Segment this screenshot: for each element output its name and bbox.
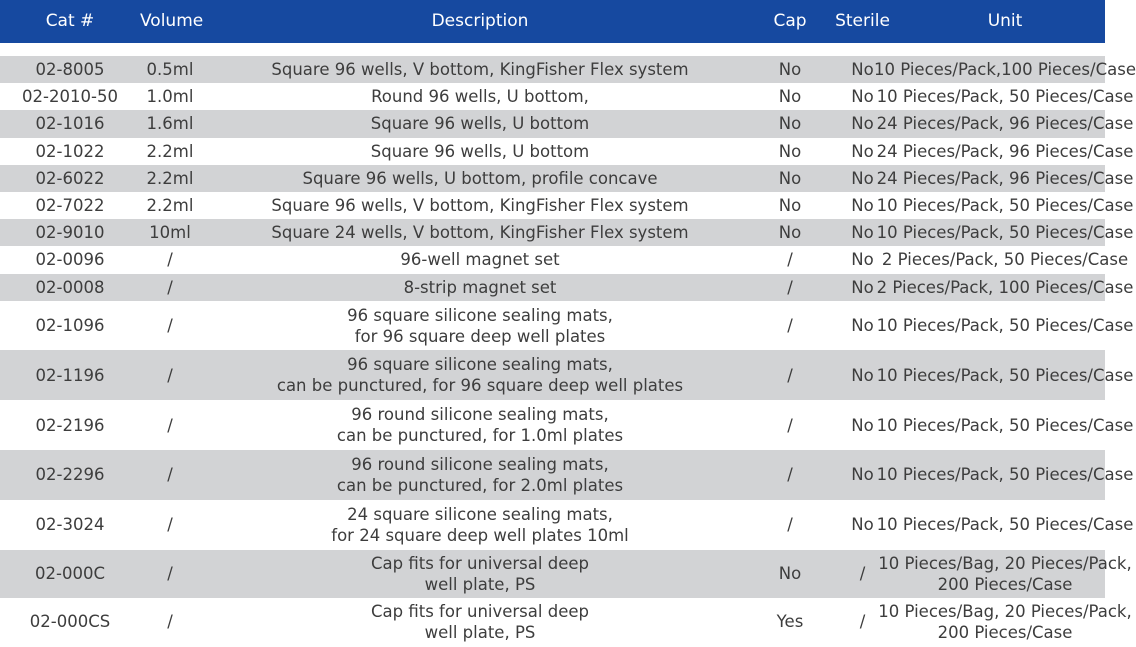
cat-cell: 02-7022 [35, 196, 105, 216]
unit-cell [876, 315, 1134, 336]
description-line: 96 round silicone sealing mats, [351, 454, 609, 474]
cat-cell: 02-000CS [29, 612, 111, 632]
volume-cell: 1.6ml [146, 114, 194, 134]
cat-cell: 02-2196 [35, 415, 105, 435]
cap-cell: No [778, 564, 802, 584]
cap-cell: Yes [776, 612, 804, 632]
unit-cell [876, 86, 1134, 107]
cat-cell: 02-000C [35, 564, 105, 584]
description-cell [200, 404, 760, 446]
description-line: 96-well magnet set [400, 250, 560, 270]
description-line: can be punctured, for 2.0ml plates [336, 475, 624, 495]
table-row [0, 450, 1134, 500]
unit-line: 10 Pieces/Pack, 50 Pieces/Case [876, 196, 1134, 216]
unit-line: 2 Pieces/Pack, 100 Pieces/Case [876, 277, 1134, 297]
unit-line: 24 Pieces/Pack, 96 Pieces/Case [876, 168, 1134, 188]
unit-cell [876, 415, 1134, 436]
unit-cell [876, 222, 1134, 243]
table-row [0, 83, 1134, 110]
unit-cell [881, 249, 1129, 270]
unit-line: 10 Pieces/Pack, 50 Pieces/Case [876, 465, 1134, 485]
description-cell [200, 168, 760, 189]
description-line: 96 square silicone sealing mats, [347, 355, 613, 375]
volume-cell: / [167, 365, 173, 385]
table-row [0, 246, 1129, 273]
description-line: for 96 square deep well plates [354, 326, 606, 346]
description-cell [200, 553, 760, 595]
cat-cell: 02-8005 [35, 60, 105, 80]
cap-cell: / [787, 250, 793, 270]
description-line: Square 96 wells, U bottom [370, 114, 590, 134]
table-header [0, 0, 1105, 43]
cap-cell: / [787, 515, 793, 535]
cap-cell: No [778, 141, 802, 161]
sterile-cell: No [851, 60, 874, 80]
header-cat: Cat # [45, 11, 95, 31]
description-line: Round 96 wells, U bottom, [371, 87, 589, 107]
sterile-cell: No [851, 277, 874, 297]
sterile-cell: No [851, 465, 874, 485]
sterile-cell: No [851, 415, 874, 435]
description-cell [200, 504, 760, 546]
unit-line: 10 Pieces/Pack, 50 Pieces/Case [876, 316, 1134, 336]
unit-cell [874, 59, 1136, 80]
volume-cell: 0.5ml [146, 60, 194, 80]
unit-cell [876, 141, 1134, 162]
table-row [0, 110, 1134, 137]
unit-cell [876, 168, 1134, 189]
cap-cell: No [778, 223, 802, 243]
description-cell [200, 249, 760, 270]
sterile-cell: No [851, 515, 874, 535]
volume-cell: 10ml [149, 223, 191, 243]
table-row [0, 550, 1132, 598]
description-line: can be punctured, for 1.0ml plates [336, 426, 624, 446]
description-cell [200, 305, 760, 347]
description-line: well plate, PS [424, 622, 536, 642]
volume-cell: 2.2ml [146, 168, 194, 188]
description-cell [200, 195, 760, 216]
sterile-cell: No [851, 196, 874, 216]
description-cell [200, 86, 760, 107]
sterile-cell: No [851, 114, 874, 134]
table-row [0, 350, 1134, 400]
header-volume: Volume [140, 11, 204, 31]
volume-cell: / [167, 277, 173, 297]
description-line: Cap fits for universal deep [371, 601, 589, 621]
table-body [0, 56, 1136, 646]
cap-cell: / [787, 465, 793, 485]
description-line: 8-strip magnet set [403, 277, 557, 297]
cap-cell: / [787, 365, 793, 385]
table-row [0, 192, 1134, 219]
cap-cell: No [778, 114, 802, 134]
description-line: 96 round silicone sealing mats, [351, 405, 609, 425]
cat-cell: 02-2010-50 [22, 87, 118, 107]
cat-cell: 02-1196 [35, 365, 105, 385]
table-row [0, 400, 1134, 450]
volume-cell: / [167, 316, 173, 336]
volume-cell: / [167, 564, 173, 584]
description-cell [200, 601, 760, 643]
unit-line: 200 Pieces/Case [937, 574, 1073, 594]
unit-cell [876, 277, 1134, 298]
unit-cell [876, 195, 1134, 216]
unit-line: 10 Pieces/Pack, 50 Pieces/Case [876, 415, 1134, 435]
table-row [0, 301, 1134, 351]
unit-cell [878, 601, 1132, 643]
description-cell [200, 354, 760, 396]
cat-cell: 02-6022 [35, 168, 105, 188]
cap-cell: No [778, 168, 802, 188]
sterile-cell: No [851, 223, 874, 243]
cat-cell: 02-1016 [35, 114, 105, 134]
volume-cell: / [167, 415, 173, 435]
description-line: well plate, PS [424, 574, 536, 594]
description-cell [200, 454, 760, 496]
sterile-cell: / [859, 612, 866, 632]
table-row [0, 274, 1134, 301]
sterile-cell: No [851, 141, 874, 161]
description-line: can be punctured, for 96 square deep well plates [276, 376, 684, 396]
table-row [0, 56, 1136, 83]
cat-cell: 02-9010 [35, 223, 105, 243]
unit-cell [876, 514, 1134, 535]
header-sterile: Sterile [835, 11, 890, 31]
unit-cell [876, 365, 1134, 386]
volume-cell: / [167, 515, 173, 535]
sterile-cell: No [851, 250, 874, 270]
table-row [0, 219, 1134, 246]
description-line: Square 24 wells, V bottom, KingFisher Flex system [271, 223, 689, 243]
cat-cell: 02-0096 [35, 250, 105, 270]
table-row [0, 500, 1134, 550]
cap-cell: / [787, 316, 793, 336]
unit-line: 10 Pieces/Pack, 50 Pieces/Case [876, 515, 1134, 535]
description-line: Square 96 wells, V bottom, KingFisher Flex system [271, 60, 689, 80]
description-cell [200, 222, 760, 243]
cat-cell: 02-2296 [35, 465, 105, 485]
description-cell [200, 141, 760, 162]
cap-cell: / [787, 277, 793, 297]
description-line: Square 96 wells, V bottom, KingFisher Flex system [271, 196, 689, 216]
table-row [0, 165, 1134, 192]
sterile-cell: / [859, 564, 866, 584]
volume-cell: / [167, 250, 173, 270]
cap-cell: No [778, 196, 802, 216]
description-cell [200, 59, 760, 80]
volume-cell: 2.2ml [146, 196, 194, 216]
cap-cell: No [778, 87, 802, 107]
volume-cell: 1.0ml [146, 87, 194, 107]
unit-cell [876, 113, 1134, 134]
cap-cell: / [787, 415, 793, 435]
cat-cell: 02-3024 [35, 515, 105, 535]
description-line: 96 square silicone sealing mats, [347, 305, 613, 325]
description-line: Square 96 wells, U bottom, profile concave [302, 168, 658, 188]
sterile-cell: No [851, 365, 874, 385]
description-cell [200, 277, 760, 298]
unit-line: 10 Pieces/Bag, 20 Pieces/Pack, [878, 601, 1132, 621]
cat-cell: 02-1096 [35, 316, 105, 336]
unit-line: 10 Pieces/Pack, 50 Pieces/Case [876, 223, 1134, 243]
unit-line: 2 Pieces/Pack, 50 Pieces/Case [881, 250, 1129, 270]
description-line: 24 square silicone sealing mats, [347, 504, 613, 524]
volume-cell: 2.2ml [146, 141, 194, 161]
description-line: Cap fits for universal deep [371, 553, 589, 573]
unit-line: 24 Pieces/Pack, 96 Pieces/Case [876, 114, 1134, 134]
unit-line: 10 Pieces/Bag, 20 Pieces/Pack, [878, 553, 1132, 573]
header-description: Description [431, 11, 529, 31]
sterile-cell: No [851, 87, 874, 107]
table-row [0, 598, 1132, 646]
unit-line: 10 Pieces/Pack, 50 Pieces/Case [876, 365, 1134, 385]
unit-cell [878, 553, 1132, 595]
description-line: for 24 square deep well plates 10ml [331, 525, 629, 545]
sterile-cell: No [851, 316, 874, 336]
cap-cell: No [778, 60, 802, 80]
table-row [0, 138, 1134, 165]
unit-line: 24 Pieces/Pack, 96 Pieces/Case [876, 141, 1134, 161]
unit-line: 200 Pieces/Case [937, 622, 1073, 642]
unit-line: 10 Pieces/Pack,100 Pieces/Case [874, 60, 1136, 80]
volume-cell: / [167, 465, 173, 485]
header-cap: Cap [773, 11, 807, 31]
header-unit: Unit [987, 11, 1023, 31]
sterile-cell: No [851, 168, 874, 188]
cat-cell: 02-1022 [35, 141, 105, 161]
unit-cell [876, 464, 1134, 485]
cat-cell: 02-0008 [35, 277, 105, 297]
unit-line: 10 Pieces/Pack, 50 Pieces/Case [876, 87, 1134, 107]
description-line: Square 96 wells, U bottom [370, 141, 590, 161]
description-cell [200, 113, 760, 134]
volume-cell: / [167, 612, 173, 632]
